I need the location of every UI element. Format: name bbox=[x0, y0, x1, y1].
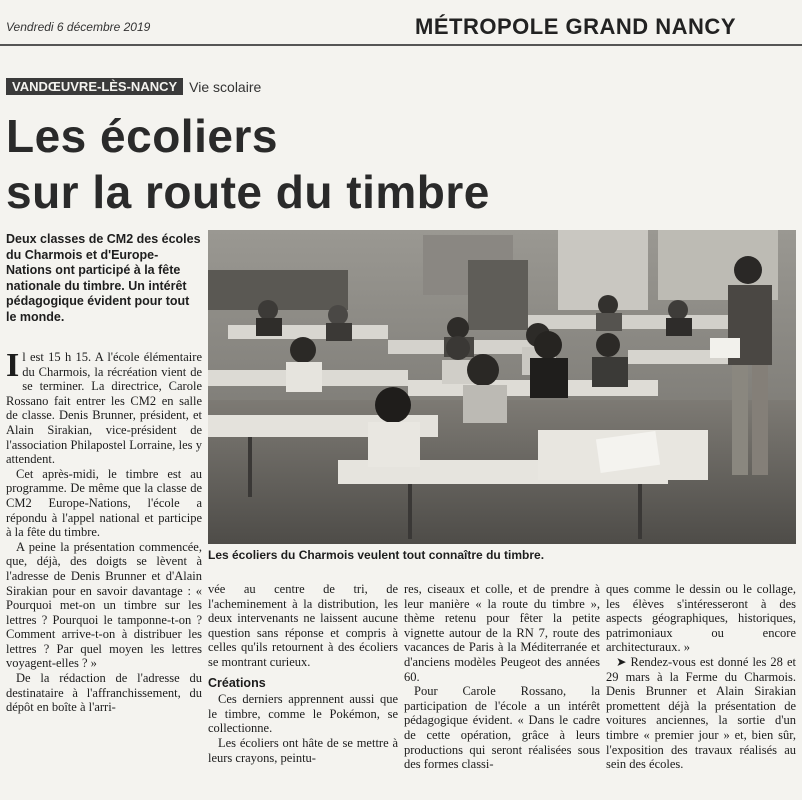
section-title: MÉTROPOLE GRAND NANCY bbox=[415, 14, 736, 39]
kicker-place: VANDŒUVRE-LÈS-NANCY bbox=[6, 78, 183, 95]
article-column-4 bbox=[606, 582, 796, 772]
classroom-photo-illustration bbox=[208, 230, 796, 544]
paragraph-1: l est 15 h 15. A l'école élémentaire du Charmois, la récréation vient de se terminer. La directrice, Carole Rossano fait entrer les CM2 en salle de classe. Denis Brunner, président, et Alain Sirakian, vice-président de l'association Philapostel Lorraine, les y attendent. bbox=[6, 350, 202, 467]
paragraph-2: Cet après-midi, le timbre est au programme. De même que la classe de CM2 Europe-Nations, l'école a répondu à l'appel national et participe à la fête du timbre. bbox=[6, 466, 202, 540]
article-lead: Deux classes de CM2 des écoles du Charmois et d'Europe-Nations ont participé à la fête nationale du timbre. Un intérêt pédagogique évident pour tout le monde. bbox=[6, 232, 201, 324]
paragraph-3: A peine la présentation commencée, que, déjà, des doigts se lèvent à l'adresse de Denis Brunner et d'Alain Sirakian pour en savoir davantage : « Pourquoi met-on un timbre sur les lettres ? Pourquoi le tamponne-t-on ? Comment arrive-t-on à distribuer les lettres ? Par quel moyen les lettres voyagent-elles ? » bbox=[6, 539, 202, 671]
drop-cap: I bbox=[6, 347, 20, 384]
paragraph-8: ➤ Rendez-vous est donné les 28 et 29 mars à la Ferme du Charmois. Denis Brunner et Alain Sirakian promettent déjà la présentation de voitures anciennes, la sortie d'un timbre « premier jour » et, bien sûr, l'exposition des travaux réalisés au sein des écoles. bbox=[606, 654, 796, 772]
article-column-3 bbox=[404, 582, 600, 772]
headline-line-1: Les écoliers bbox=[6, 110, 278, 162]
classroom-photo bbox=[208, 230, 796, 544]
article-column-1 bbox=[6, 347, 202, 715]
paragraph-7-end: ques comme le dessin ou le collage, les élèves s'intéresseront à des aspects géographiques, historiques, patrimoniaux ou encore architecturaux. » bbox=[606, 582, 796, 655]
subheading-creations: Créations bbox=[208, 675, 266, 690]
paragraph-6-end: res, ciseaux et colle, et de prendre à leur manière « la route du timbre », thème retenu pour fêter la petite vignette autour de la RN 7, route des vacances de Paris à la Méditerranée et d'anciens modèles Peugeot des années 60. bbox=[404, 582, 600, 684]
photo-caption: Les écoliers du Charmois veulent tout connaître du timbre. bbox=[208, 548, 545, 562]
paragraph-4-end: vée au centre de tri, de l'acheminement à la distribution, les deux intervenants ne laissent aucune question sans réponse et compris à celles qu'ils retournent à des écoliers se montrant curieux. bbox=[208, 582, 398, 669]
paragraph-7-start: Pour Carole Rossano, la participation de l'école a un intérêt pédagogique évident. « Dans le cadre de cette opération, grâce à leurs productions qui seront réalisées sous des formes classi- bbox=[404, 684, 600, 772]
paragraph-6-start: Les écoliers ont hâte de se mettre à leurs crayons, peintu- bbox=[208, 735, 398, 765]
kicker bbox=[6, 78, 261, 95]
headline-line-2: sur la route du timbre bbox=[6, 166, 490, 218]
paragraph-4-start: De la rédaction de l'adresse du destinataire à l'affranchissement, du dépôt en boîte à l'arri- bbox=[6, 671, 202, 715]
kicker-topic: Vie scolaire bbox=[189, 78, 262, 95]
paragraph-5: Ces derniers apprennent aussi que le timbre, comme le Pokémon, se collectionne. bbox=[208, 692, 398, 736]
article-column-2 bbox=[208, 582, 398, 765]
headline bbox=[6, 108, 706, 220]
edition-date: Vendredi 6 décembre 2019 bbox=[6, 20, 151, 34]
header-divider bbox=[0, 44, 802, 46]
